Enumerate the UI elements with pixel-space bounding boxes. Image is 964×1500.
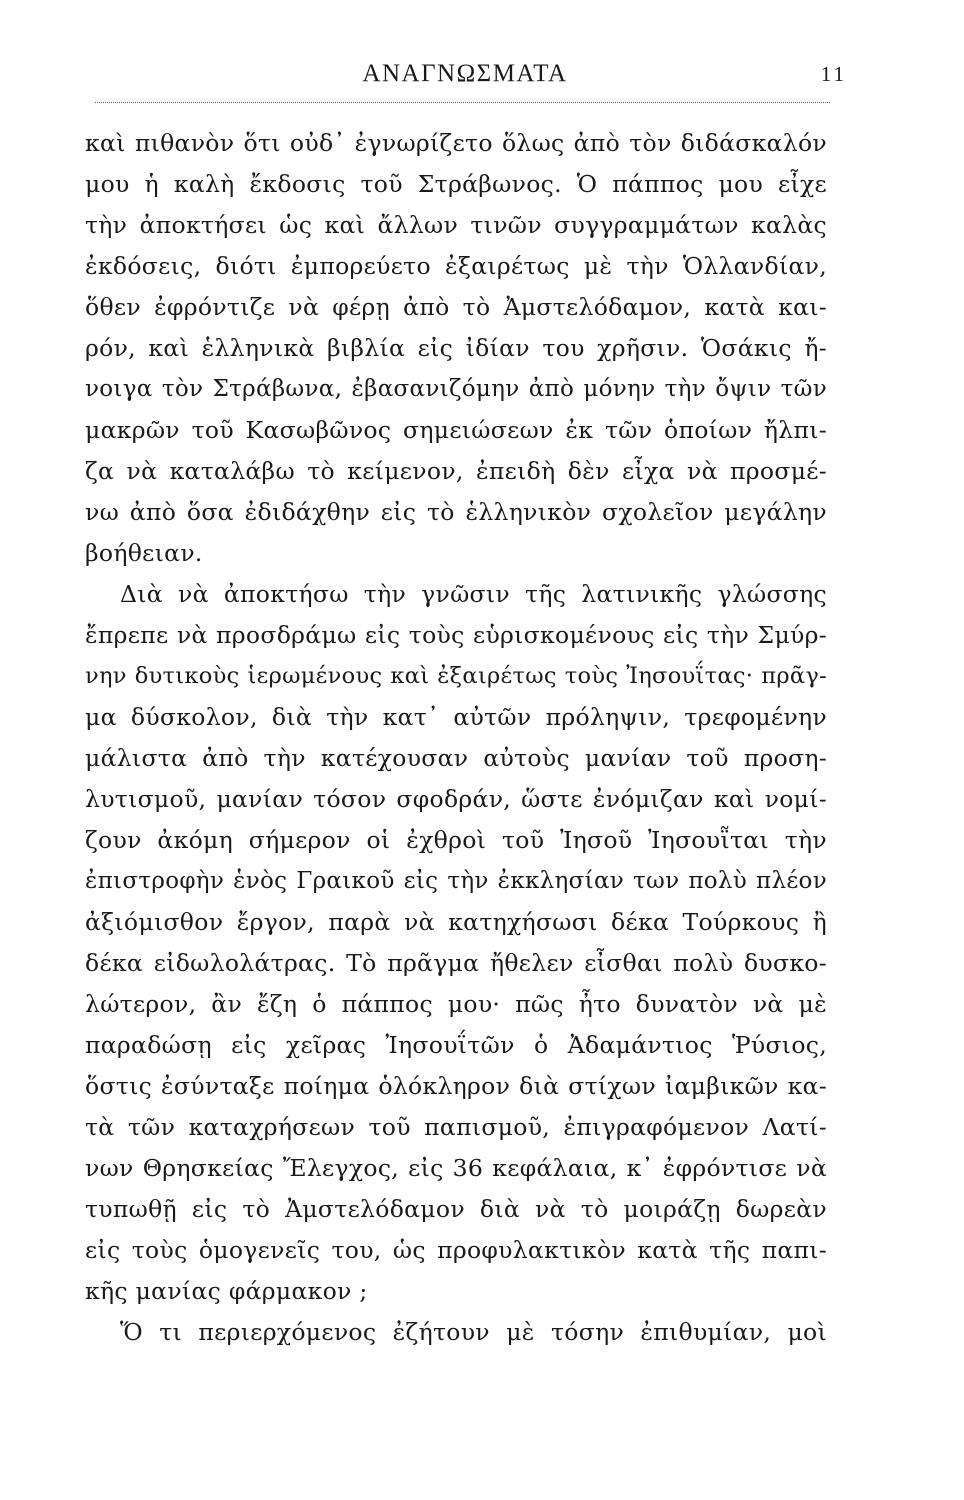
text-line: παραδώσῃ εἰς χεῖρας Ἰησουΐτῶν ὁ Ἀδαμάντιος Ῥύσιος, <box>85 1031 827 1059</box>
text-line: τυπωθῇ εἰς τὸ Ἀμστελόδαμον διὰ νὰ τὸ μοιράζῃ δωρεὰν <box>85 1195 827 1223</box>
text-line: ζα νὰ καταλάβω τὸ κείμενον, ἐπειδὴ δὲν εἶχα νὰ προσμέ- <box>85 457 827 485</box>
text-line: τὴν ἀποκτήσει ὡς καὶ ἄλλων τινῶν συγγραμμάτων καλὰς <box>85 211 827 239</box>
text-line: δέκα εἰδωλολάτρας. Τὸ πρᾶγμα ἤθελεν εἶσθαι πολὺ δυσκο- <box>85 949 827 977</box>
text-line: ρόν, καὶ ἑλληνικὰ βιβλία εἰς ἰδίαν του χρῆσιν. Ὁσάκις ἤ- <box>85 334 827 362</box>
text-line: ὅθεν ἐφρόντιζε νὰ φέρῃ ἀπὸ τὸ Ἀμστελόδαμον, κατὰ και- <box>85 293 827 321</box>
running-head <box>95 60 847 100</box>
text-line: βοήθειαν. <box>85 539 203 567</box>
text-line: νων Θρησκείας Ἔλεγχος, εἰς 36 κεφάλαια, κ᾽ ἐφρόντισε νὰ <box>85 1154 827 1182</box>
text-line: ἔπρεπε νὰ προσδράμω εἰς τοὺς εὑρισκομένους εἰς τὴν Σμύρ- <box>85 621 827 649</box>
text-line: νην δυτικοὺς ἱερωμένους καὶ ἐξαιρέτως τοὺς Ἰησουΐτας· πρᾶγ- <box>85 663 827 689</box>
text-line: Ὅ τι περιερχόμενος ἐζήτουν μὲ τόσην ἐπιθυμίαν, μοὶ <box>120 1318 827 1346</box>
body-text <box>85 123 827 1353</box>
text-line: λώτερον, ἂν ἔζη ὁ πάππος μου· πῶς ἦτο δυνατὸν νὰ μὲ <box>85 990 827 1018</box>
text-line: λυτισμοῦ, μανίαν τόσον σφοδράν, ὥστε ἐνόμιζαν καὶ νομί- <box>85 785 827 813</box>
page-number: 11 <box>820 62 847 86</box>
header-rule <box>95 102 830 103</box>
text-line: ἐκδόσεις, διότι ἐμπορεύετο ἐξαιρέτως μὲ τὴν Ὁλλανδίαν, <box>85 252 827 280</box>
text-line: νω ἀπὸ ὅσα ἐδιδάχθην εἰς τὸ ἑλληνικὸν σχολεῖον μεγάλην <box>85 498 827 526</box>
text-line: κῆς μανίας φάρμακον ; <box>85 1277 368 1305</box>
text-line: μου ἡ καλὴ ἔκδοσις τοῦ Στράβωνος. Ὁ πάππος μου εἶχε <box>85 170 827 198</box>
text-line: ὅστις ἐσύνταξε ποίημα ὁλόκληρον διὰ στίχων ἰαμβικῶν κα- <box>85 1072 827 1100</box>
text-line: μα δύσκολον, διὰ τὴν κατ᾽ αὐτῶν πρόληψιν, τρεφομένην <box>85 703 827 731</box>
text-line: ἐπιστροφὴν ἑνὸς Γραικοῦ εἰς τὴν ἐκκλησίαν των πολὺ πλέον <box>85 868 827 894</box>
text-line: ζουν ἀκόμη σήμερον οἱ ἐχθροὶ τοῦ Ἰησοῦ Ἰησουῗται τὴν <box>85 826 827 854</box>
running-title: ΑΝΑΓΝΩΣΜΑΤΑ <box>362 60 568 87</box>
text-line: μακρῶν τοῦ Κασωβῶνος σημειώσεων ἐκ τῶν ὁποίων ἤλπι- <box>85 416 827 444</box>
text-line: εἰς τοὺς ὁμογενεῖς του, ὡς προφυλακτικὸν κατὰ τῆς παπι- <box>85 1236 827 1264</box>
text-line: μάλιστα ἀπὸ τὴν κατέχουσαν αὐτοὺς μανίαν τοῦ προση- <box>85 744 827 772</box>
text-line: ἀξιόμισθον ἔργον, παρὰ νὰ κατηχήσωσι δέκα Τούρκους ἢ <box>85 908 827 936</box>
text-line: καὶ πιθανὸν ὅτι οὐδ᾽ ἐγνωρίζετο ὅλως ἀπὸ τὸν διδάσκαλόν <box>85 129 827 157</box>
text-line: νοιγα τὸν Στράβωνα, ἐβασανιζόμην ἀπὸ μόνην τὴν ὄψιν τῶν <box>85 376 827 402</box>
text-line: τὰ τῶν καταχρήσεων τοῦ παπισμοῦ, ἐπιγραφόμενον Λατί- <box>85 1113 827 1141</box>
text-line: Διὰ νὰ ἀποκτήσω τὴν γνῶσιν τῆς λατινικῆς γλώσσης <box>120 580 827 608</box>
